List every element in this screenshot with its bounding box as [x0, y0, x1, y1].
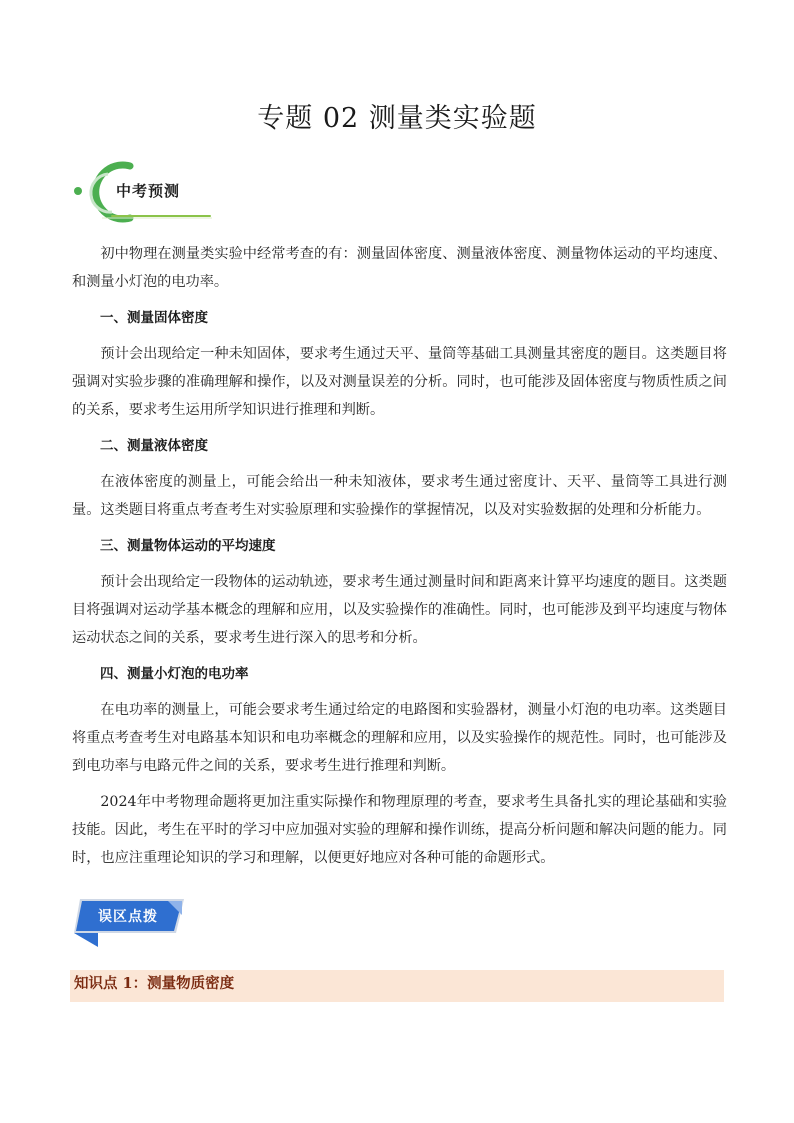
closing-paragraph: 2024年中考物理命题将更加注重实际操作和物理原理的考查，要求考生具备扎实的理论基础和实验技能。因此，考生在平时的学习中应加强对实验的理解和操作训练，提高分析问题和解决问题的能力。同时，也应注重理论知识的学习和理解，以便更好地应对各种可能的命题形式。 — [72, 794, 727, 866]
main-content — [72, 240, 727, 880]
section-heading-bulb-power: 四、测量小灯泡的电功率 — [100, 666, 249, 682]
section-heading-solid-density: 一、测量固体密度 — [100, 310, 208, 326]
section-heading-average-speed: 三、测量物体运动的平均速度 — [100, 538, 276, 554]
misconception-badge-label: 误区点拨 — [98, 909, 158, 925]
prediction-badge-label: 中考预测 — [116, 182, 181, 200]
intro-paragraph: 初中物理在测量类实验中经常考查的有：测量固体密度、测量液体密度、测量物体运动的平均速度、和测量小灯泡的电功率。 — [72, 246, 727, 290]
knowledge-point-title: 知识点 1：测量物质密度 — [70, 970, 724, 1002]
section-text-solid-density: 预计会出现给定一种未知固体，要求考生通过天平、量筒等基础工具测量其密度的题目。这类题目将强调对实验步骤的准确理解和操作，以及对测量误差的分析。同时，也可能涉及固体密度与物质性质之间的关系，要求考生运用所学知识进行推理和判断。 — [72, 346, 727, 418]
section-heading-liquid-density: 二、测量液体密度 — [100, 438, 208, 454]
section-text-average-speed: 预计会出现给定一段物体的运动轨迹，要求考生通过测量时间和距离来计算平均速度的题目。这类题目将强调对运动学基本概念的理解和应用，以及实验操作的准确性。同时，也可能涉及到平均速度与物体运动状态之间的关系，要求考生进行深入的思考和分析。 — [72, 574, 727, 646]
section-text-bulb-power: 在电功率的测量上，可能会要求考生通过给定的电路图和实验器材，测量小灯泡的电功率。这类题目将重点考查考生对电路基本知识和电功率概念的理解和应用，以及实验操作的规范性。同时，也可能涉及到电功率与电路元件之间的关系，要求考生进行推理和判断。 — [72, 702, 727, 774]
misconception-badge — [72, 895, 192, 951]
section-text-liquid-density: 在液体密度的测量上，可能会给出一种未知液体，要求考生通过密度计、天平、量筒等工具进行测量。这类题目将重点考查考生对实验原理和实验操作的掌握情况，以及对实验数据的处理和分析能力。 — [72, 474, 727, 518]
page-title: 专题 02 测量类实验题 — [257, 103, 537, 134]
prediction-badge — [72, 158, 222, 224]
